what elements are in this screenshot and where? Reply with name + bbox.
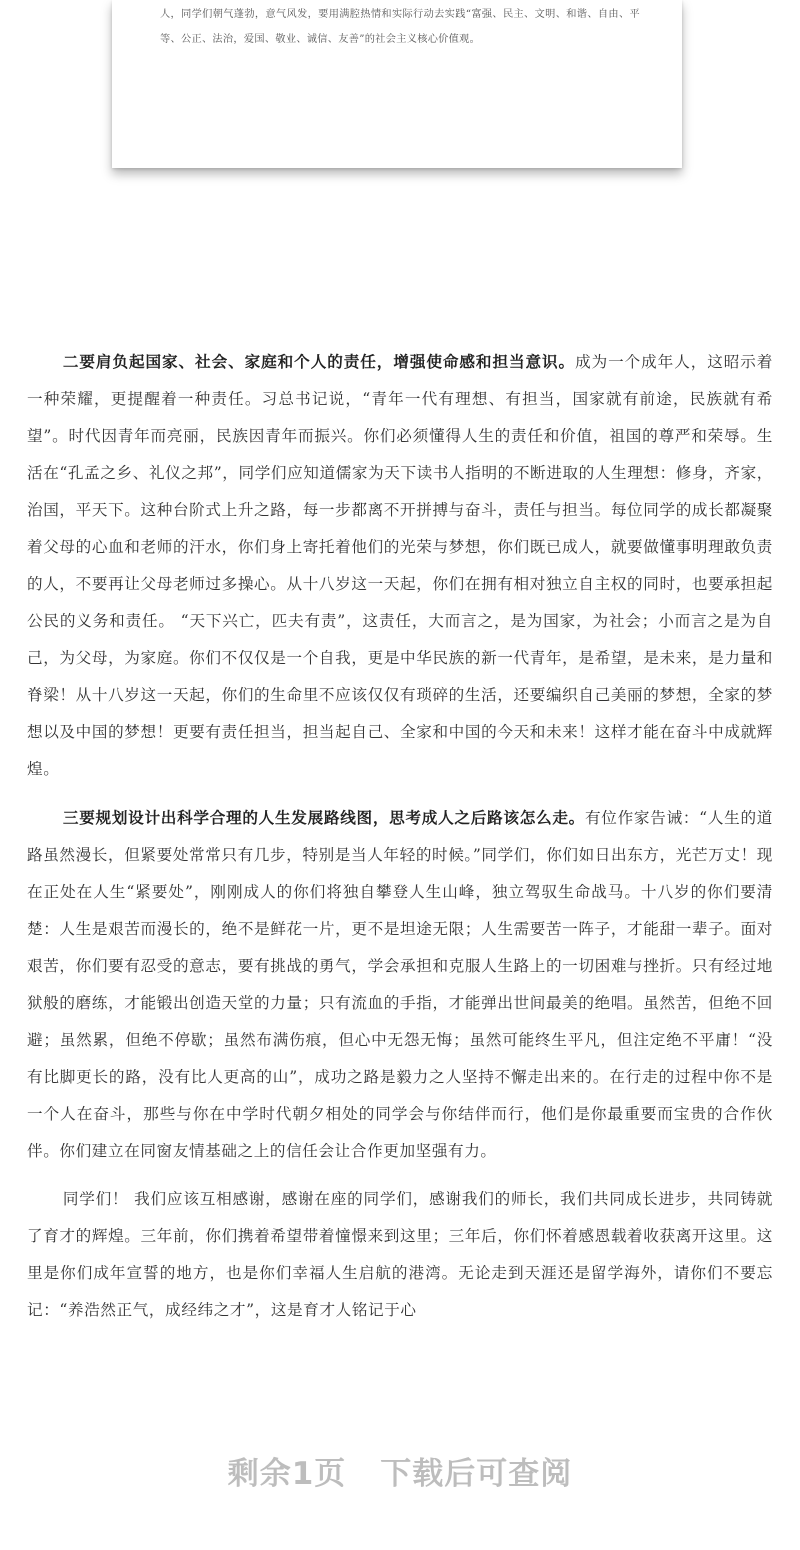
paragraph-life-plan [27,799,773,1170]
content-fade-overlay [0,1330,800,1440]
paragraph-text: 成为一个成年人，这昭示着一种荣耀，更提醒着一种责任。习总书记说，“青年一代有理想、有担当，国家就有前途，民族就有希望”。时代因青年而亮丽，民族因青年而振兴。你们必须懂得人生的责任和价值，祖国的尊严和荣辱。生活在“孔孟之乡、礼仪之邦”，同学们应知道儒家为天下读书人指明的不断进取的人生理想：修身，齐家，治国，平天下。这种台阶式上升之路，每一步都离不开拼搏与奋斗，责任与担当。每位同学的成长都凝聚着父母的心血和老师的汗水，你们身上寄托着他们的光荣与梦想，你们既已成人，就要做懂事明理敢负责的人，不要再让父母老师过多操心。从十八岁这一天起，你们在拥有相对独立自主权的同时，也要承担起公民的义务和责任。 “天下兴亡，匹夫有责”，这责任，大而言之，是为国家，为社会；小而言之是为自己，为父母，为家庭。你们不仅仅是一个自我，更是中华民族的新一代青年，是希望，是未来，是力量和脊梁！从十八岁这一天起，你们的生命里不应该仅仅有琐碎的生活，还要编织自己美丽的梦想，全家的梦想以及中国的梦想！更要有责任担当，担当起自己、全家和中国的今天和未来！这样才能在奋斗中成就辉煌。 [27,353,773,778]
paragraph-heading: 二要肩负起国家、社会、家庭和个人的责任，增强使命感和担当意识。 [62,352,576,371]
download-to-read-more-button[interactable] [0,1448,800,1493]
previous-page-text: 人，同学们朝气蓬勃，意气风发，要用满腔热情和实际行动去实践“富强、民主、文明、和谐、自由、平等、公正、法治，爱国、敬业、诚信、友善”的社会主义核心价值观。 [160,9,640,45]
paragraph-gratitude: 同学们！ 我们应该互相感谢，感谢在座的同学们，感谢我们的师长，我们共同成长进步，共同铸就了育才的辉煌。三年前，你们携着希望带着憧憬来到这里；三年后，你们怀着感恩载着收获离开这里。这里是你们成年宣誓的地方，也是你们幸福人生启航的港湾。无论走到天涯还是留学海外，请你们不要忘记：“养浩然正气，成经纬之才”，这是育才人铭记于心 [27,1190,773,1319]
download-hint-label: 下载后可查阅 [380,1456,573,1492]
previous-page-card [112,0,682,168]
article-body [27,343,773,1340]
remaining-pages-label: 剩余1页 [227,1456,347,1492]
paragraph-heading: 三要规划设计出科学合理的人生发展路线图，思考成人之后路该怎么走。 [62,808,585,827]
paragraph-responsibility [27,343,773,788]
paragraph-text: 有位作家告诫：“人生的道路虽然漫长，但紧要处常常只有几步，特别是当人年轻的时候。”同学们，你们如日出东方，光芒万丈！现在正处在人生“紧要处”，刚刚成人的你们将独自攀登人生山峰，独立驾驭生命战马。十八岁的你们要清楚：人生是艰苦而漫长的，绝不是鲜花一片，更不是坦途无限；人生需要苦一阵子，才能甜一辈子。面对艰苦，你们要有忍受的意志，要有挑战的勇气，学会承担和克服人生路上的一切困难与挫折。只有经过地狱般的磨练，才能锻出创造天堂的力量；只有流血的手指，才能弹出世间最美的绝唱。虽然苦，但绝不回避；虽然累，但绝不停歇；虽然布满伤痕，但心中无怨无悔；虽然可能终生平凡，但注定绝不平庸！“没有比脚更长的路，没有比人更高的山”，成功之路是毅力之人坚持不懈走出来的。在行走的过程中你不是一个人在奋斗，那些与你在中学时代朝夕相处的同学会与你结伴而行，他们是你最重要而宝贵的合作伙伴。你们建立在同窗友情基础之上的信任会让合作更加坚强有力。 [27,809,773,1160]
